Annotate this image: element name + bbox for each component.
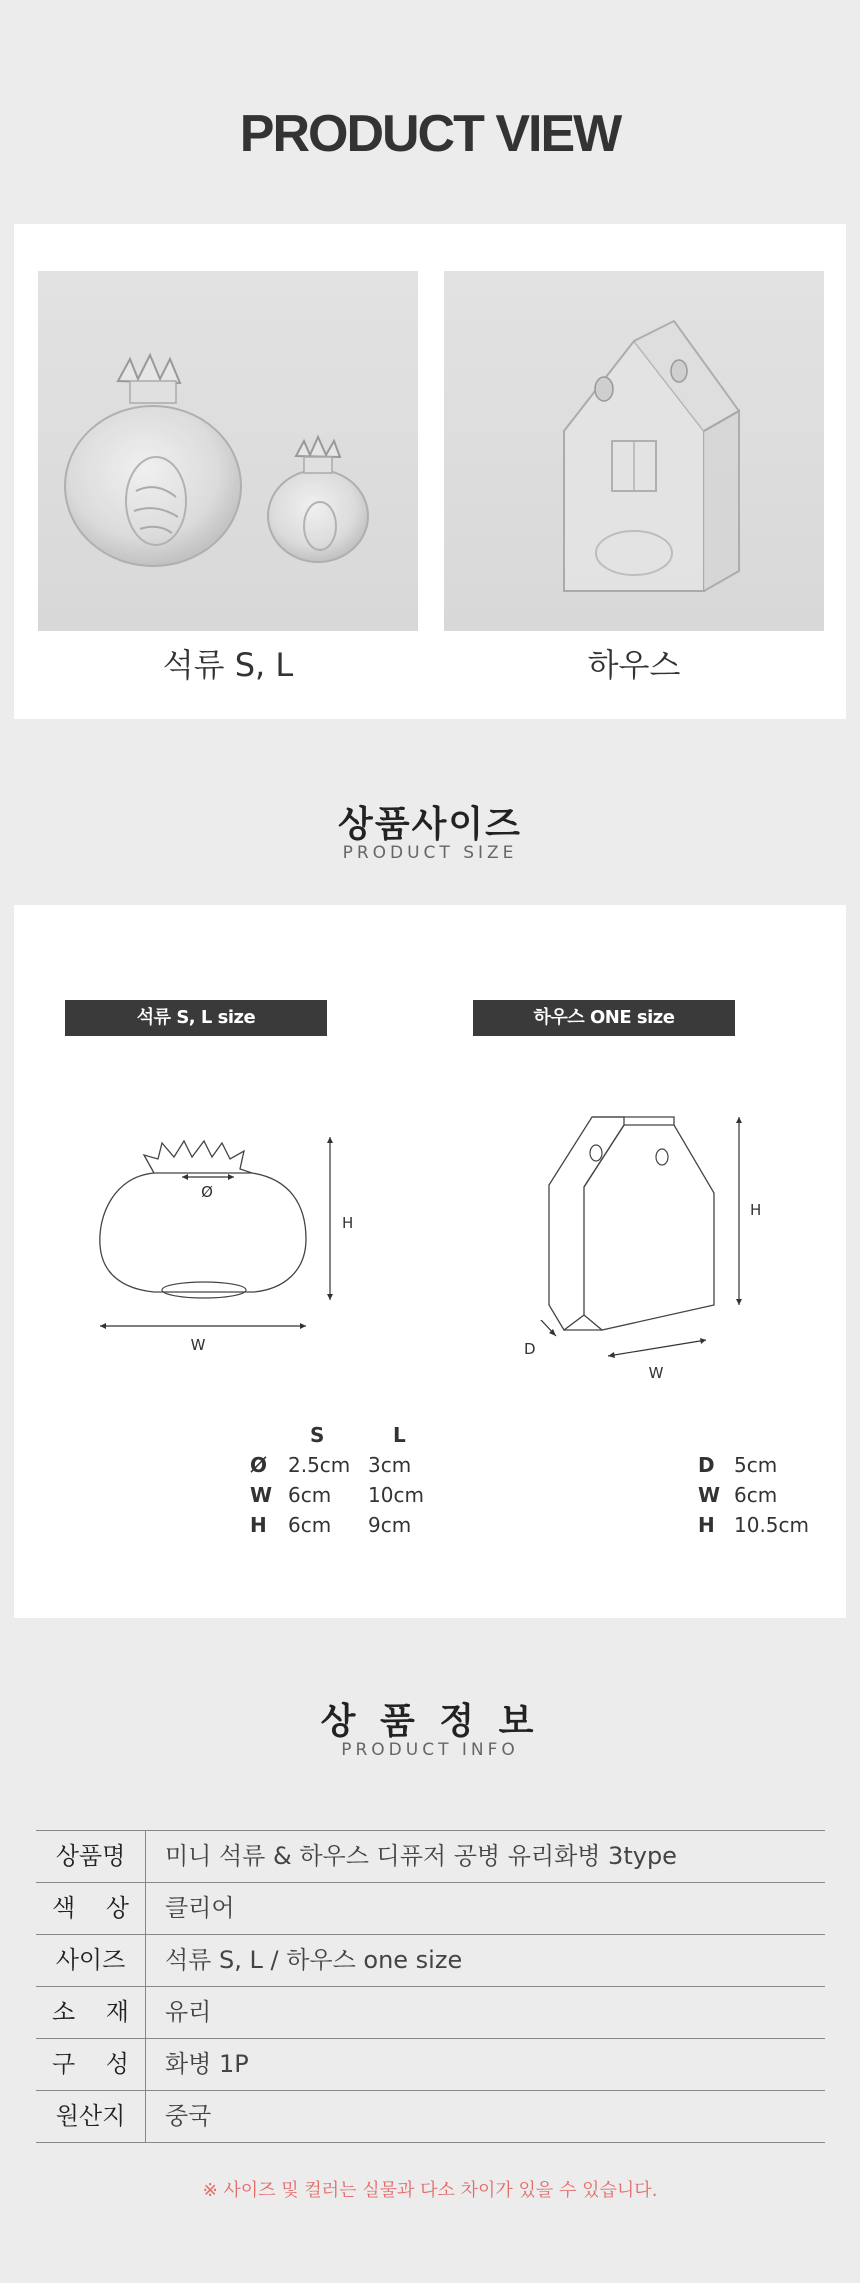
product-info-title: 상 품 정 보	[320, 1701, 540, 1742]
info-row-name	[36, 1831, 825, 1883]
product-size-subtitle: PRODUCT SIZE	[342, 843, 518, 863]
product-view-panel	[14, 224, 846, 719]
size-color-notice: ※ 사이즈 및 컬러는 실물과 다소 차이가 있을 수 있습니다.	[202, 2180, 658, 2201]
pomegranate-caption: 석류 S, L	[162, 646, 294, 684]
info-value: 중국	[165, 2102, 212, 2130]
spec-value-l: 3cm	[368, 1453, 412, 1477]
spec-value-s: 6cm	[288, 1483, 332, 1507]
info-label: 구 성	[36, 2039, 146, 2090]
info-value: 화병 1P	[165, 2050, 249, 2078]
house-size-tag: 하우스 ONE size	[473, 1000, 735, 1036]
spec-symbol: H	[250, 1513, 267, 1537]
spec-value-s: 6cm	[288, 1513, 332, 1537]
house-dimension-diagram	[514, 1105, 794, 1350]
info-row-origin	[36, 2091, 825, 2143]
spec-symbol: W	[698, 1483, 721, 1507]
pomegranate-photo	[38, 271, 418, 631]
house-photo	[444, 271, 824, 631]
info-row-material	[36, 1987, 825, 2039]
pomegranate-dimension-diagram	[94, 1135, 384, 1310]
spec-symbol: H	[698, 1513, 715, 1537]
spec-symbol: Ø	[250, 1453, 268, 1477]
info-row-size	[36, 1935, 825, 1987]
spec-symbol: D	[698, 1453, 715, 1477]
house-caption: 하우스	[587, 646, 681, 684]
width-label-right: W	[648, 1364, 664, 1380]
product-size-title: 상품사이즈	[338, 804, 522, 845]
height-label-left: H	[342, 1214, 354, 1232]
info-label: 원산지	[36, 2091, 146, 2142]
pomegranate-vase-illustration	[38, 271, 418, 631]
spec-header-l: L	[393, 1423, 406, 1447]
info-value: 클리어	[165, 1894, 235, 1922]
info-value: 유리	[165, 1998, 212, 2026]
spec-value-l: 10cm	[368, 1483, 424, 1507]
product-info-table	[36, 1830, 825, 2143]
info-label: 사이즈	[36, 1935, 146, 1986]
width-label-left: W	[190, 1336, 206, 1354]
info-row-composition	[36, 2039, 825, 2091]
info-value: 석류 S, L / 하우스 one size	[165, 1946, 463, 1974]
height-label-right: H	[750, 1201, 762, 1219]
diameter-label: Ø	[201, 1183, 213, 1201]
info-label: 상품명	[36, 1831, 146, 1882]
spec-value: 10.5cm	[734, 1513, 810, 1537]
info-label: 색 상	[36, 1883, 146, 1934]
info-label: 소 재	[36, 1987, 146, 2038]
info-row-color	[36, 1883, 825, 1935]
pomegranate-width-dimension	[94, 1320, 324, 1360]
depth-label: D	[524, 1340, 536, 1358]
house-width-depth-dimension	[524, 1320, 714, 1380]
spec-symbol: W	[250, 1483, 273, 1507]
info-value: 미니 석류 & 하우스 디퓨저 공병 유리화병 3type	[165, 1842, 677, 1870]
product-info-subtitle: PRODUCT INFO	[341, 1740, 519, 1760]
spec-value: 5cm	[734, 1453, 778, 1477]
spec-value-l: 9cm	[368, 1513, 412, 1537]
house-vase-illustration	[444, 271, 824, 631]
spec-value: 6cm	[734, 1483, 778, 1507]
spec-value-s: 2.5cm	[288, 1453, 351, 1477]
product-size-panel	[14, 905, 846, 1618]
spec-header-s: S	[310, 1423, 325, 1447]
product-view-title: PRODUCT VIEW	[239, 105, 621, 163]
pomegranate-size-tag: 석류 S, L size	[65, 1000, 327, 1036]
